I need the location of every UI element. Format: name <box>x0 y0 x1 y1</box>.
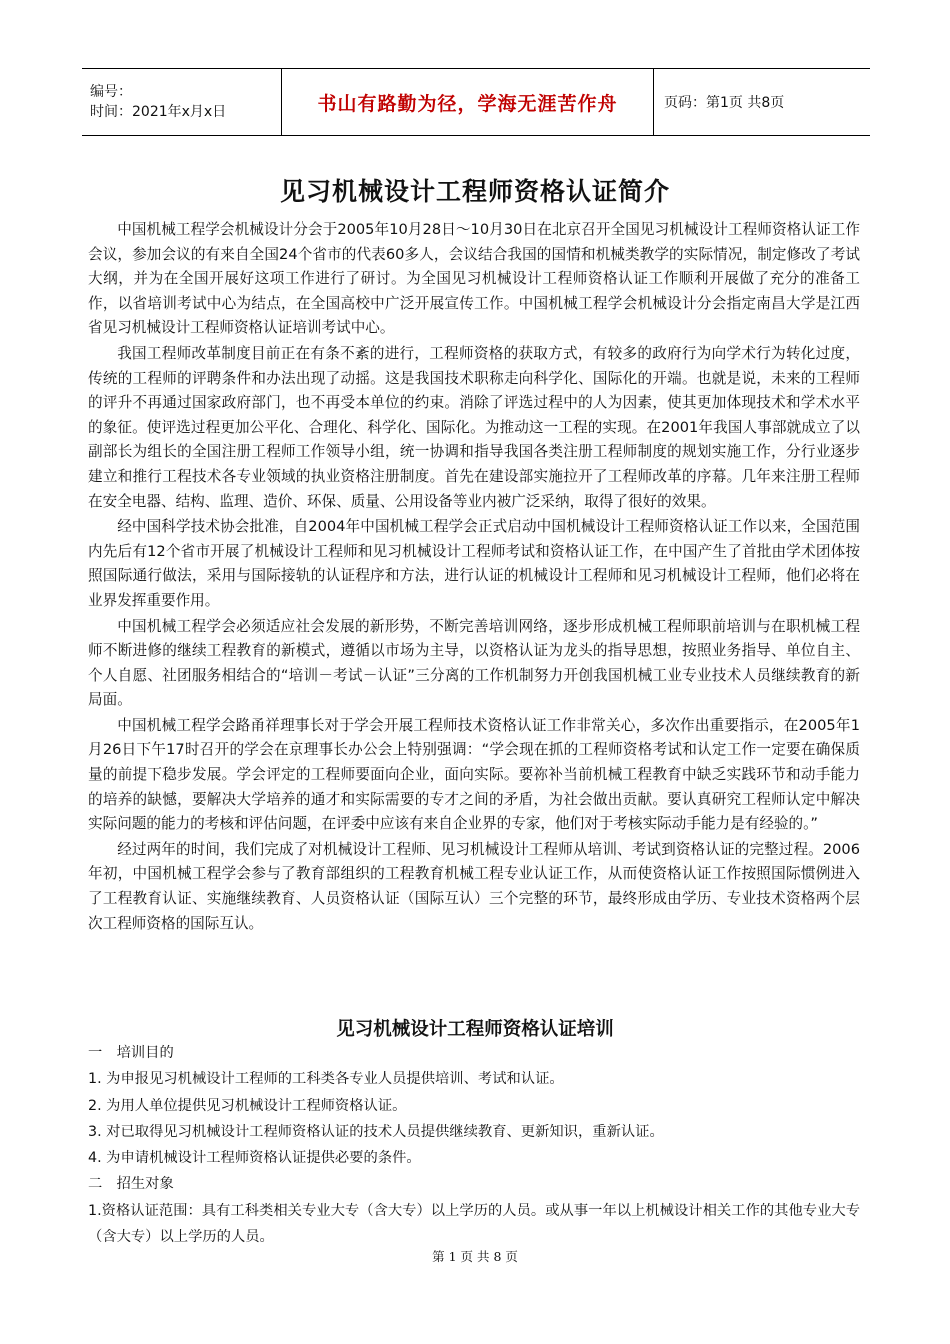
training-section <box>88 1040 860 1250</box>
list-item: 1.资格认证范围：具有工科类相关专业大专（含大专）以上学历的人员。或从事一年以上机械设计相关工作的其他专业大专（含大专）以上学历的人员。 <box>88 1202 860 1246</box>
list-item: 1. 为申报见习机械设计工程师的工科类各专业人员提供培训、考试和认证。 <box>88 1071 564 1088</box>
list-item: 4. 为申请机械设计工程师资格认证提供必要的条件。 <box>88 1150 421 1167</box>
document-body <box>88 218 860 937</box>
paragraph: 中国机械工程学会路甬祥理事长对于学会开展工程师技术资格认证工作非常关心，多次作出重要指示，在2005年1月26日下午17时召开的学会在京理事长办公会上特别强调：“学会现在抓的工程师资格考试和认定工作一定要在确保质量的前提下稳步发展。学会评定的工程师要面向企业，面向实际。要祢补当前机械工程教育中缺乏实践环节和动手能力的培养的缺憾，要解决大学培养的通才和实际需要的专才之间的矛盾，为社会做出贡献。要认真研究工程师认定中解决实际问题的能力的考核和评估问题，在评委中应该有来自企业界的专家，他们对于考核实际动手能力是有经验的。” <box>88 716 860 833</box>
page-header <box>82 68 870 136</box>
section-heading: 一 培训目的 <box>88 1045 174 1061</box>
paragraph: 中国机械工程学会机械设计分会于2005年10月28日～10月30日在北京召开全国见习机械设计工程师资格认证工作会议，参加会议的有来自全国24个省市的代表60多人，会议结合我国的国情和机械类教学的实际情况，制定修改了考试大纲，并为在全国开展好这项工作进行了研讨。为全国见习机械设计工程师资格认证工作顺利开展做了充分的准备工作，以省培训考试中心为结点，在全国高校中广泛开展宣传工作。中国机械工程学会机械设计分会指定南昌大学是江西省见习机械设计工程师资格认证培训考试中心。 <box>88 221 860 337</box>
header-meta <box>82 69 282 135</box>
list-item: 2. 为用人单位提供见习机械设计工程师资格认证。 <box>88 1097 407 1114</box>
header-page-cell <box>654 69 870 135</box>
number-label: 编号： <box>90 84 132 100</box>
paragraph: 我国工程师改革制度目前正在有条不紊的进行，工程师资格的获取方式，有较多的政府行为向学术行为转化过度，传统的工程师的评聘条件和办法出现了动摇。这是我国技术职称走向科学化、国际化的开端。也就是说，未来的工程师的评升不再通过国家政府部门，也不再受本单位的约束。消除了评选过程中的人为因素，使其更加体现技术和学术水平的象征。使评选过程更加公平化、合理化、科学化、国际化。为推动这一工程的实现。在2001年我国人事部就成立了以副部长为组长的全国注册工程师工作领导小组，统一协调和指导我国各类注册工程师制度的规划实施工作，分行业逐步建立和推行工程技术各专业领域的执业资格注册制度。首先在建设部实施拉开了工程师改革的序幕。几年来注册工程师在安全电器、结构、监理、造价、环保、质量、公用设备等业内被广泛采纳，取得了很好的效果。 <box>88 344 860 510</box>
section-heading: 二 招生对象 <box>88 1176 174 1193</box>
paragraph: 中国机械工程学会必须适应社会发展的新形势，不断完善培训网络，逐步形成机械工程师职前培训与在职机械工程师不断进修的继续工程教育的新模式，遵循以市场为主导，以资格认证为龙头的指导思想，按照业务指导、单位自主、个人自愿、社团服务相结合的“培训－考试－认证”三分离的工作机制努力开创我国机械工业专业技术人员继续教育的新局面。 <box>88 617 860 709</box>
header-motto-cell <box>282 69 654 135</box>
page-label: 页码：第1页 共8页 <box>664 95 785 111</box>
paragraph: 经中国科学技术协会批准，自2004年中国机械工程学会正式启动中国机械设计工程师资格认证工作以来，全国范围内先后有12个省市开展了机械设计工程师和见习机械设计工程师考试和资格认证工作，在中国产生了首批由学术团体按照国际通行做法，采用与国际接轨的认证程序和方法，进行认证的机械设计工程师和见习机械设计工程师，他们必将在业界发挥重要作用。 <box>88 518 860 609</box>
section-title: 见习机械设计工程师资格认证培训 <box>336 1019 614 1040</box>
time-label: 时间：2021年x月x日 <box>90 104 227 120</box>
list-item: 3. 对已取得见习机械设计工程师资格认证的技术人员提供继续教育、更新知识，重新认证。 <box>88 1123 664 1140</box>
document-title: 见习机械设计工程师资格认证简介 <box>279 177 670 206</box>
paragraph: 经过两年的时间，我们完成了对机械设计工程师、见习机械设计工程师从培训、考试到资格认证的完整过程。2006年初，中国机械工程学会参与了教育部组织的工程教育机械工程专业认证工作，从而使资格认证工作按照国际惯例进入了工程教育认证、实施继续教育、人员资格认证（国际互认）三个完整的环节，最终形成由学历、专业技术资格两个层次工程师资格的国际互认。 <box>88 840 860 932</box>
header-motto: 书山有路勤为径，学海无涯苦作舟 <box>317 92 618 115</box>
page-footer: 第 1 页 共 8 页 <box>432 1249 518 1264</box>
